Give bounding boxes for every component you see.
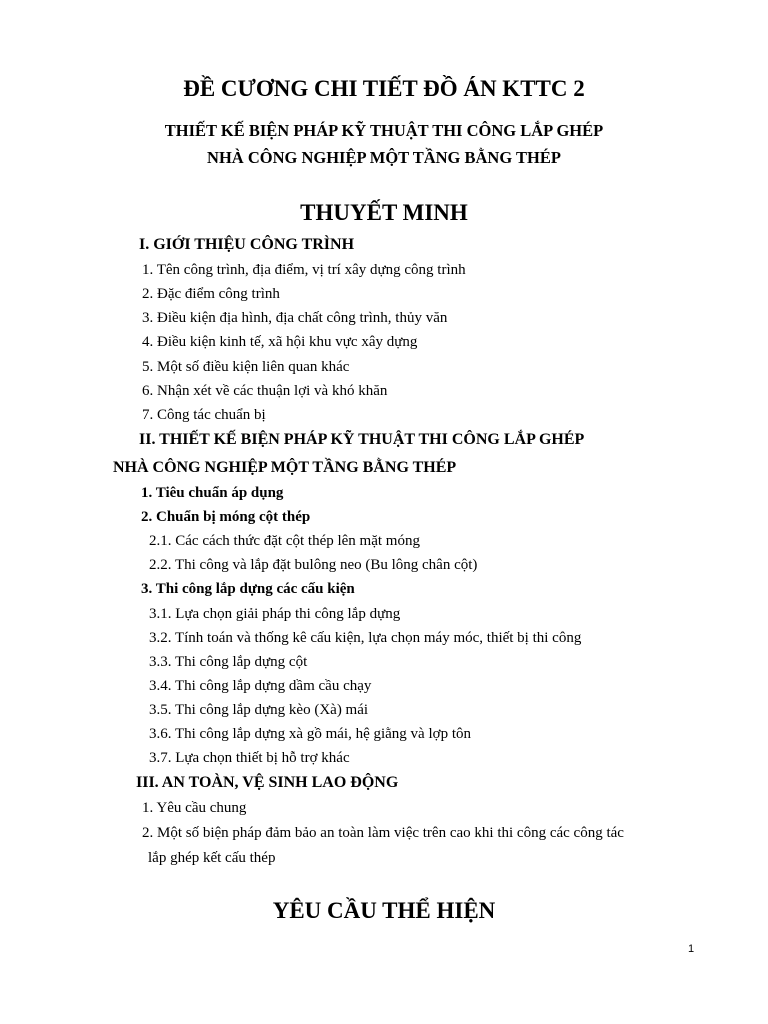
part1-item: 4. Điều kiện kinh tế, xã hội khu vực xây dựng <box>142 334 418 350</box>
part2-sub2-item: 2.2. Thi công và lắp đặt bulông neo (Bu lông chân cột) <box>149 557 478 573</box>
part2-sub3-item: 3.2. Tính toán và thống kê cấu kiện, lựa chọn máy móc, thiết bị thi công <box>149 630 582 646</box>
part2-sub3-item: 3.1. Lựa chọn giải pháp thi công lắp dựng <box>149 606 401 622</box>
section-heading-yeu-cau: YÊU CẦU THỂ HIỆN <box>272 898 496 923</box>
part2-heading-line2: NHÀ CÔNG NGHIỆP MỘT TẦNG BẰNG THÉP <box>113 459 457 476</box>
part2-sub3-item: 3.5. Thi công lắp dựng kèo (Xà) mái <box>149 702 369 718</box>
part1-item: 5. Một số điều kiện liên quan khác <box>142 359 350 375</box>
part3-item-line2: lắp ghép kết cấu thép <box>148 850 276 866</box>
part2-sub3-item: 3.4. Thi công lắp dựng dầm cầu chạy <box>149 678 372 694</box>
part1-heading: I. GIỚI THIỆU CÔNG TRÌNH <box>139 236 355 253</box>
part1-item: 7. Công tác chuẩn bị <box>142 407 266 423</box>
part2-sub2: 2. Chuẩn bị móng cột thép <box>141 509 311 525</box>
part2-heading-line1: II. THIẾT KẾ BIỆN PHÁP KỸ THUẬT THI CÔNG LẮP GHÉP <box>139 431 585 448</box>
part2-sub2-item: 2.1. Các cách thức đặt cột thép lên mặt móng <box>149 533 420 549</box>
part1-item: 6. Nhận xét về các thuận lợi và khó khăn <box>142 383 388 399</box>
part2-sub3: 3. Thi công lắp dựng các cấu kiện <box>141 581 355 597</box>
part3-item-line1: 2. Một số biện pháp đảm bảo an toàn làm việc trên cao khi thi công các công tác <box>142 825 624 841</box>
section-heading-thuyet-minh: THUYẾT MINH <box>300 200 468 225</box>
part2-sub3-item: 3.3. Thi công lắp dựng cột <box>149 654 308 670</box>
part1-item: 1. Tên công trình, địa điểm, vị trí xây dựng công trình <box>142 262 466 278</box>
part3-item: 1. Yêu cầu chung <box>142 800 247 816</box>
part1-item: 2. Đặc điểm công trình <box>142 286 280 302</box>
document-subtitle-line1: THIẾT KẾ BIỆN PHÁP KỸ THUẬT THI CÔNG LẮP GHÉP <box>164 121 604 140</box>
part2-sub3-item: 3.7. Lựa chọn thiết bị hỗ trợ khác <box>149 750 350 766</box>
part3-heading: III. AN TOÀN, VỆ SINH LAO ĐỘNG <box>136 774 399 791</box>
part2-sub1: 1. Tiêu chuẩn áp dụng <box>141 485 284 501</box>
document-subtitle-line2: NHÀ CÔNG NGHIỆP MỘT TẦNG BẰNG THÉP <box>207 148 561 167</box>
part1-item: 3. Điều kiện địa hình, địa chất công trình, thủy văn <box>142 310 448 326</box>
document-title: ĐỀ CƯƠNG CHI TIẾT ĐỒ ÁN KTTC 2 <box>183 76 585 101</box>
page-number: 1 <box>688 943 695 955</box>
part2-sub3-item: 3.6. Thi công lắp dựng xà gồ mái, hệ giằng và lợp tôn <box>149 726 471 742</box>
